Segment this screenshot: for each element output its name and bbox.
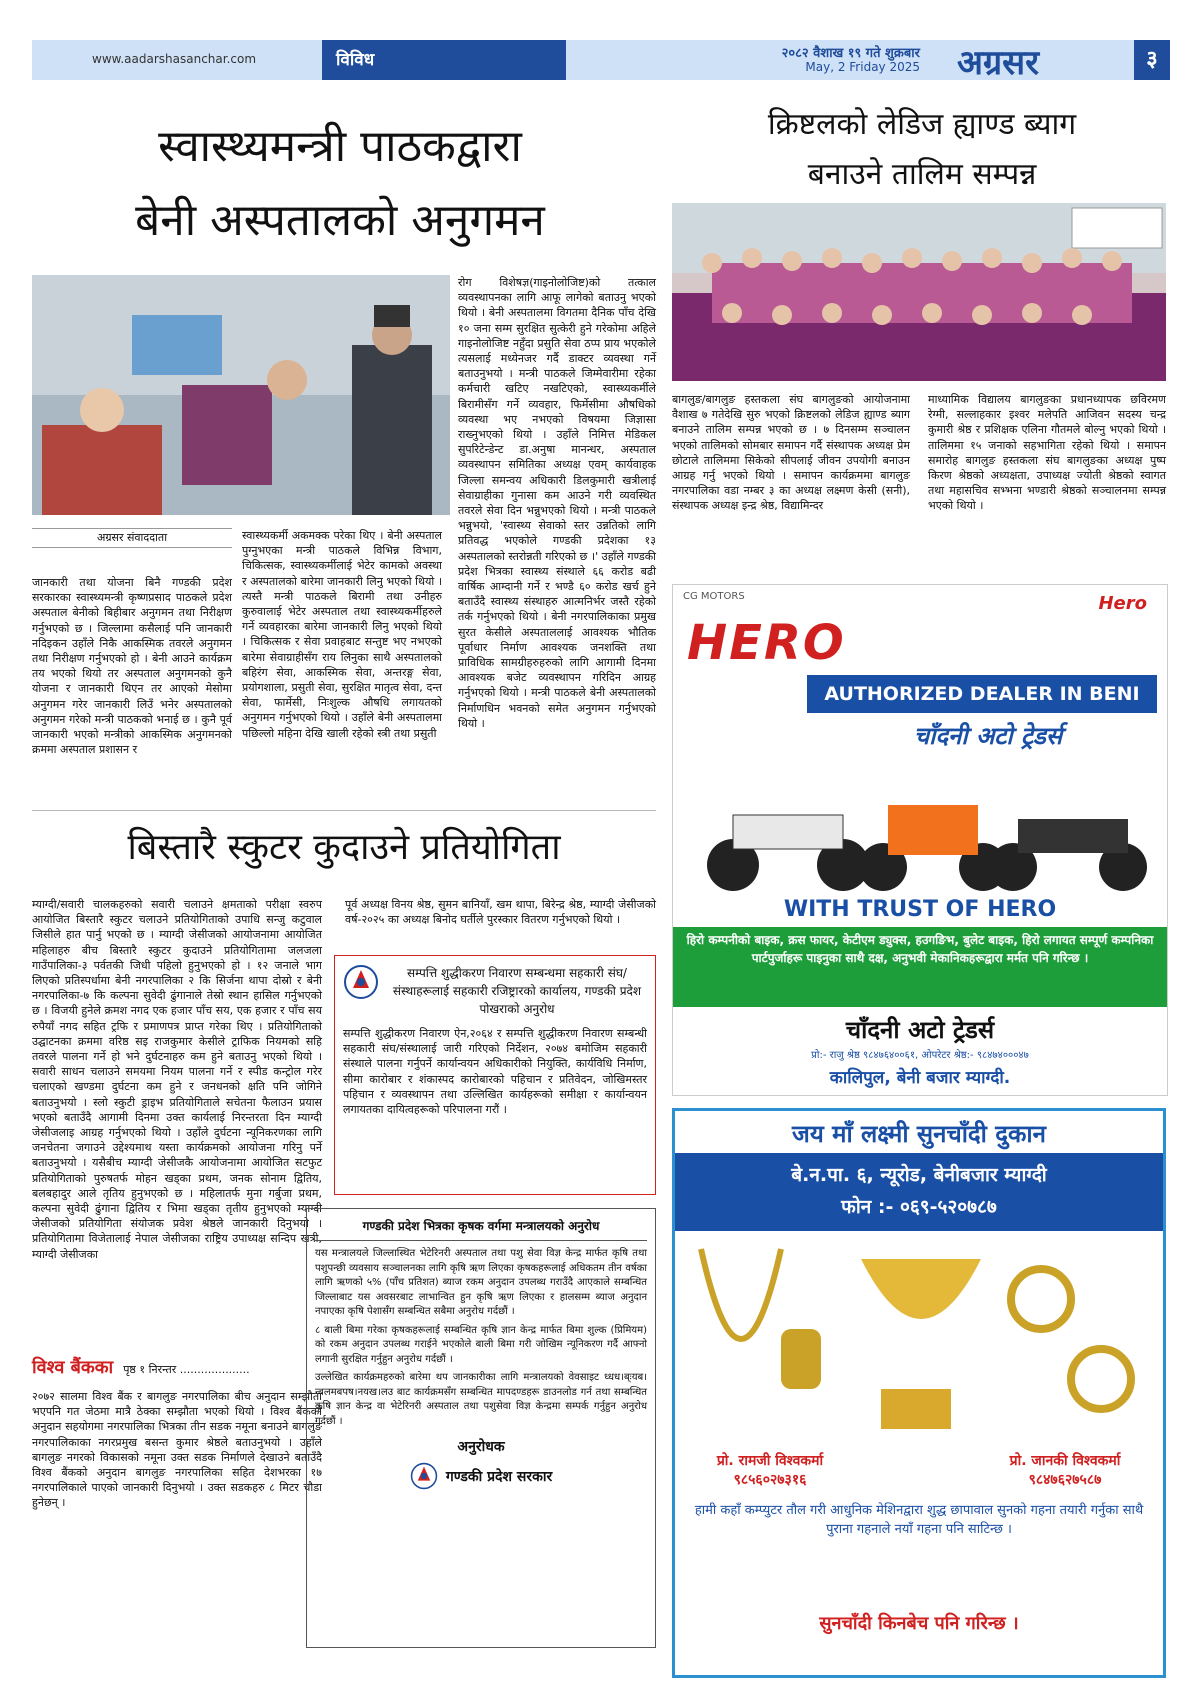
jewellery-shop-ad[interactable]: [672, 1108, 1166, 1678]
dealer-name-2: चाँदनी अटो ट्रेडर्स: [845, 1016, 995, 1044]
shop-tagline: हामी कहाँ कम्प्युटर तौल गरी आधुनिक मेशिनद्वारा शुद्ध छापावाल सुनको गहना तयारी गर्नुका साथै पुराना गहनाले नयाँ गहना पनि साटिन्छ ।: [694, 1503, 1144, 1537]
story1-headline-line1: स्वास्थ्यमन्त्री पाठकद्वारा: [158, 121, 522, 172]
jewellery-image: [681, 1239, 1157, 1439]
story2-column-2: [928, 392, 1166, 514]
dealer-name: चाँदनी अटो ट्रेडर्स: [913, 722, 1063, 750]
nepal-emblem-icon: [410, 1462, 438, 1490]
shop-info-band: [675, 1153, 1163, 1231]
story4-body: २०७२ सालमा विश्व बैंक र बागलुङ नगरपालिका बीच अनुदान सम्झौता भएपनि गत जेठमा मात्रै ठेक्का सम्झौता भएको थियो । विश्व बैंकको अनुदान सहयोगमा नगरपालिका भित्रका तीन सडक नमूना बनाउने बागलुङ नगरपालिकाका नगरप्रमुख बसन्त कुमार श्रेष्ठले बताउनुभयो । उहाँले बागलुङ नगरको विकासको नमूना उक्त सडक निर्माणले देखाउने बताउँदै विश्व बैंकको अनुदान बागलुङ नगरपालिका सहित देशभरका १७ नगरपालिकाले पाएको जानकारी दिनुभयो । उक्त सडकहरु ८ मिटर चौडा हुनेछन् ।: [32, 1390, 322, 1510]
story1-col2-text: स्वास्थ्यकर्मी अकमक्क परेका थिए । बेनी अस्पताल पुग्नुभएका मन्त्री पाठकले विभिन्न विभाग, चिकित्सक, स्वास्थ्यकर्मीलाई भेटेर कामको अवस्था र अस्पतालको बारेमा जानकारी लिनु भएको थियो । त्यस्तै मन्त्री पाठकले बिरामी तथा उनीहरु कुरुवालाई भेटेर अस्पताल तथा स्वास्थ्यकर्मीहरुले गर्ने व्यवहारका बारेमा जानकारी लिनु भएको थियो । चिकित्सक र सेवा प्रवाहबाट सन्तुष्ट भए नभएको बारेमा सेवाग्राहीसँग राय लिनुका साथै अस्पतालको बहिरंग सेवा, आकस्मिक सेवा, अन्तरङ्ग सेवा, प्रयोगशाला, प्रसुती सेवा, सुरक्षित मातृत्व सेवा, दन्त सेवा, फार्मेसी, निःशुल्क औषधि लगायतको अनुगमन गर्नुभएको थियो । उहाँले बेनी अस्पतालमा पछिल्लो महिना देखि खाली रहेको स्त्री तथा प्रसुती: [242, 529, 442, 740]
proprietor-2-phone: ९८४७६२७५८७: [1028, 1472, 1102, 1488]
notice2-para2: ८ बाली बिमा गरेका कृषकहरूलाई सम्बन्धित कृषि ज्ञान केन्द्र मार्फत बिमा शुल्क (प्रिमियम) को रकम अनुदान उपलब्ध गराईने भएकोले बाली बिमा गरी जोखिम न्यूनिकरण गर्दै आफ्नो लगानी सुरक्षित गर्नुहुन अनुरोध गर्दछौं ।: [315, 1324, 647, 1365]
story2-photo: [672, 203, 1166, 381]
story2-headline: [672, 100, 1172, 200]
shop-phone: फोन :- ०६९-५२०७८७: [841, 1196, 997, 1218]
page-header: [32, 40, 1170, 83]
hero-small-logo: Hero: [1098, 593, 1147, 614]
story1-headline-line2: बेनी अस्पतालको अनुगमन: [135, 195, 545, 246]
notice2-heading: गण्डकी प्रदेश भित्रका कृषक वर्गमा मन्त्रालयको अनुरोध: [315, 1217, 647, 1241]
hospital-visit-photo: [32, 275, 450, 515]
page-number: ३: [1134, 40, 1170, 80]
story3-headline: बिस्तारै स्कुटर कुदाउने प्रतियोगिता: [127, 827, 561, 868]
notice2-para1: यस मन्त्रालयले जिल्लास्थित भेटेरिनरी अस्पताल तथा पशु सेवा विज्ञ केन्द्र मार्फत कृषि तथा पशुपन्छी व्यवसाय सञ्चालनका लागि कृषि ऋण लिएका कृषकहरूलाई अधिकतम तीन वर्षका लागि ऋणको ५% (पाँच प्रतिशत) ब्याज रकम अनुदान उपलब्ध गराउँदै आएकाले सम्बन्धित जिल्लाबाट यस अवसरबाट लाभान्वित हुन कृषि ऋण लिएका र हालसम्म ब्याज अनुदान नपाएका कृषि पेशासँग सम्बन्धित सबैमा अनुरोध गर्दछौं ।: [315, 1248, 647, 1317]
byline: अग्रसर संवाददाता: [96, 531, 168, 544]
story1-photo: [32, 275, 450, 515]
notice1-body: सम्पत्ति शुद्धीकरण निवारण ऐन,२०६४ र सम्पत्ति शुद्धीकरण निवारण सम्बन्धी सहकारी संघ/संस्थालाई जारी गरिएको निर्देशन, २०७४ बमोजिम सहकारी संस्थाले पालना गर्नुपर्ने कार्यान्वयन अधिकारीको नियुक्ति, कार्यविधि निर्माण, सीमा कारोबार र शंकास्पद कारोबारको पहिचान र प्रतिवेदन, जोखिमस्तर पहिचान र व्यवस्थापन तथा उल्लिखित कार्यहरूको समीक्षा र कार्यान्वयन लगायतका दायित्वहरूको परिपालना गरौं ।: [343, 1027, 647, 1117]
shop-title: जय माँ लक्ष्मी सुनचाँदी दुकान: [792, 1120, 1046, 1148]
cooperative-notice: [334, 955, 656, 1195]
nepal-emblem-icon: [343, 964, 379, 1000]
shop-address: बे.न.पा. ६, न्यूरोड, बेनीबजार म्याग्दी: [791, 1164, 1047, 1186]
story1-col3-text: रोग विशेषज्ञ(गाइनोलोजिष्ट)को तत्काल व्यवस्थापनका लागि आफू लागेको बताउनु भएको थियो । बेनी अस्पतालमा विगतमा दैनिक पाँच देखि १० जना सम्म सुरक्षित सुत्केरी हुने गरेकोमा अहिले गाइनोलोजिष्ट नहुँदा प्रसुति सेवा ठप्प प्राय भएकोले त्यसलाई मध्येनजर गर्दै डाक्टर व्यवस्था गर्ने बताउनुभयो । मन्त्री पाठकले जिम्मेवारीमा रहेका कर्मचारी खटिए नखटिएको, स्वास्थ्यकर्मीले बिरामीसँग गर्ने व्यवहार, फिर्मेसीमा औषधिको व्यवस्था भए नभएको विषयमा जिज्ञासा राख्नुभएको थियो । उहाँले निमित्त मेडिकल सुपरिटेन्डेन्ट डा.अनुषा मानन्धर, अस्पताल व्यवस्थापन समितिका अध्यक्ष एवम् कार्यवाहक जिल्ला समन्वय अधिकारी डिलकुमारी खत्रीलाई सेवाग्राहीका गुनासा कम आउने गरी व्यवस्थित तवरले सेवा दिन भन्नुभएको थियो । मन्त्री पाठकले भन्नुभयो, 'स्वास्थ्य सेवाको स्तर उन्नतिको लागि प्रतिवद्ध भएकोले गण्डकी प्रदेशका १३ अस्पतालको स्तरोन्नती गरिएको छ ।' उहाँले गण्डकी प्रदेश भित्रका स्वास्थ्य संस्थाले ६६ करोड बढी वार्षिक आम्दानी गर्ने र भण्डै ६० करोड खर्च हुने बताउँदै स्वास्थ्य संस्थाहरु आत्मनिर्भर जस्तै रहेको तर्क गर्नुभएको थियो । बेनी नगरपालिकाका प्रमुख सुरत केसीले अस्पताललाई आवश्यक भौतिक पूर्वाधार निर्माण आवश्यक जनशक्ति तथा प्राविधिक सामग्रीहरुहरुको लागि आगामी दिनमा आवश्यक बजेट व्यवस्थापन गरिदिन आग्रह गर्नुभएको थियो । मन्त्री पाठकले बेनी अस्पतालको निर्माणधिन भवनको समेत अनुगमन गर्नुभएको थियो ।: [458, 276, 656, 730]
dealer-contacts: प्रो:- राजु श्रेष्ठ ९८४७६४००६१, ओपरेटर श्रेष्ठ:- ९८४७४०००४७: [811, 1050, 1029, 1061]
story1-col1-text: जानकारी तथा योजना बिनै गण्डकी प्रदेश सरकारका स्वास्थ्यमन्त्री कृष्णप्रसाद पाठकले प्रदेश अस्पताल बेनीको बिहीबार अनुगमन तथा निरीक्षण गर्नुभएको छ । जिल्लामा कसैलाई पनि जानकारी नदिइकन उहाँले निकै आकस्मिक तवरले अनुगमन तथा निरीक्षण गर्नुभएको हो । बेनी आउने कार्यक्रम तय भएको थियो तर अस्पताल अनुगमनको कुनै योजना र जानकारी थिएन तर आएको मेसोमा अनुगमन गरेर जानकारी लिउँ भनेर अस्पतालको अनुगमन गरेको मन्त्री पाठकको भनाई छ । कुनै पूर्व जानकारी भएको मन्त्रीको आकस्मिक अनुगमनको क्रममा अस्पताल प्रशासन र: [32, 576, 232, 757]
date-nepali: २०८२ वैशाख १९ गते शुक्रबार: [781, 46, 920, 61]
site-url[interactable]: www.aadarshasanchar.com: [92, 52, 257, 66]
notice2-para3: उल्लेखित कार्यक्रमहरुको बारेमा थप जानकारीका लागि मन्त्रालयको वेवसाइट ध्धध।ब्ःयब।न्बलमबपष।नयख।लउ बाट कार्यक्रमसँग सम्बन्धित मापदण्डहरू डाउनलोड गर्न तथा सम्बन्धित कृषि ज्ञान केन्द्र वा भेटेरिनरी अस्पताल तथा पशुसेवा विज्ञ केन्द्रमा सम्पर्क गर्नुहुन अनुरोध गर्दछौं ।: [315, 1372, 647, 1427]
cg-motors-label: CG MOTORS: [683, 591, 745, 602]
authorized-dealer-banner: AUTHORIZED DEALER IN BENI: [807, 675, 1157, 713]
notice2-sign-label: अनुरोधक: [457, 1439, 505, 1455]
notice1-heading: सम्पत्ति शुद्धीकरण निवारण सम्बन्धमा सहकारी संघ/संस्थाहरूलाई सहकारी रजिष्ट्रारको कार्यालय, गण्डकी प्रदेश पोखराको अनुरोध: [392, 966, 642, 1016]
story1-column-2: [242, 528, 442, 741]
newspaper-logo: अग्रसर: [957, 43, 1040, 83]
proprietor-1-phone: ९८५६०२७३१६: [733, 1472, 807, 1488]
motorcycles-image: [673, 755, 1167, 895]
proprietor-2: [975, 1451, 1155, 1489]
proprietor-1-name: प्रो. रामजी विश्वकर्मा: [716, 1453, 824, 1469]
agriculture-notice: [306, 1208, 656, 1648]
byline-box: [32, 528, 232, 548]
section-label: विविध: [322, 40, 566, 80]
story4-continued: पृष्ठ १ निरन्तर ....................: [123, 1363, 250, 1376]
story4: [32, 1355, 322, 1511]
hero-logo: HERO: [687, 615, 846, 671]
dealer-address: कालिपुल, बेनी बजार म्याग्दी.: [829, 1068, 1011, 1088]
divider: [32, 810, 656, 811]
date-english: May, 2 Friday 2025: [805, 60, 920, 74]
story3-col2-text: पूर्व अध्यक्ष विनय श्रेष्ठ, सुमन बानियाँ, खम थापा, बिरेन्द्र श्रेष्ठ, म्याग्दी जेसीजको वर्ष-२०२५ का अध्यक्ष बिनोद घर्तीले पुरस्कार वितरण गर्नुभएको थियो ।: [345, 898, 656, 927]
story2-column-1: [672, 392, 910, 514]
training-group-photo: [672, 203, 1166, 381]
story2-headline-line2: बनाउने तालिम सम्पन्न: [807, 157, 1037, 192]
trust-tagline: WITH TRUST OF HERO: [783, 897, 1057, 922]
story2-col2-text: माध्यामिक विद्यालय बागलुङका प्रधानध्यापक छविरमण रेग्मी, सल्लाहकार इश्वर मलेपति आजिवन सदस्य चन्द्र कुमारी श्रेष्ठ र प्रशिक्षक एलिना गौतमले बोल्नु भएको थियो । तालिममा १५ जनाको सहभागिता रहेको थियो । समापन समारोह बागलुङ हस्तकला संघ बागलुङका अध्यक्ष पुष्प किरण श्रेष्ठको अध्यक्षता, उपाध्यक्ष ज्योती श्रेष्ठको स्वागत तथा महासचिव सभ्भना भण्डारी श्रेष्ठको सञ्चालनमा सम्पन्न भएको थियो ।: [928, 393, 1166, 513]
story4-title: विश्व बैंकका: [32, 1357, 114, 1378]
shop-footer: सुनचाँदी किनबेच पनि गरिन्छ ।: [819, 1613, 1019, 1634]
proprietor-1: [685, 1451, 855, 1489]
story3-col1-text: म्याग्दी/सवारी चालकहरुको सवारी चलाउने क्षमताको परीक्षा स्वरुप आयोजित बिस्तारै स्कुटर चलाउने प्रतियोगिताको उपाधि सन्जु कटुवाल जिसीले हात पार्नु भएको छ । म्याग्दी जेसीजको आयोजनामा आयोजित महिलाहरु बीच बिस्तारै स्कुटर कुदाउने प्रतियोगितामा जलजला गाउँपालिका-३ पर्वतकी जिधी पहिलो हुनुभएको हो । १२ जनाले भाग लिएको प्रतिस्पर्धामा बेनी नगरपालिका २ कि सिर्जना थापा दोस्रो र बेनी नगरपालिका-७ कि कल्पना सुवेदी ढुंगानाले तेस्रो स्थान हासिल गर्नुभएको छ । विजयी हुनेले क्रमश नगद एक हजार पाँच सय, एक हजार र पाँच सय रुपैयाँ नगद सहित ट्रफि र प्रमाणपत्र प्राप्त गरेका थिए । प्रतियोगिताको उद्घाटनका क्रममा वरिष्ठ सइ राजकुमार केसीले ट्राफिक नियमको सहि तवरले पालना गर्ने हो भने दुर्घटनाहरु कम हुने बताउनु भएको थियो । सवारी साधन चलाउने समयमा नियम पालना गर्ने र स्पीड कन्ट्रोल गरेर चलाएको खण्डमा दुर्घटना कम हुने र जनधनको क्षति पनि जोगिने बताउनुभयो । स्लो स्कुटी ड्राइभ प्रतियोगिताले सचेतना फैलाउन प्रयास भएको बताउँदै आगामी दिनमा उक्त कार्यलाई निरन्तरता दिन म्याग्दी जेसीजलाइ आग्रह गर्नुभएको थियो । उहाँले दुर्घटना न्यूनिकरणका लागि जनचेतना जगाउने उद्देश्यमाथ यस्ता कार्यक्रमको आयोजना गरिनु पर्ने बताउनुभयो । यसैबीच म्याग्दी जेसीजकै आयोजनामा आयोजित सटफुट प्रतियोगिताको पुरुषतर्फ मोहन खड्का प्रथम, जनक सोनाम द्वितिय, बलबहादुर आले तृतिय हुनुभएको छ । महिलातर्फ मुना गर्बुजा प्रथम, कल्पना सुवेदी ढुंगाना द्वितिय र भिमा खड्का तृतीय हुनुभएको म्याग्दी जेसीजको प्रतियोगिता संयोजक प्रवेश श्रेष्ठले जानकारी दिनुभयो । प्रतियोगितामा विजेतालाई नेपाल जेसीजका राष्ट्रिय उपाध्यक्ष सन्दिप खत्री, म्याग्दी जेसीजका: [32, 898, 322, 1261]
story2-col1-text: बागलुङ/बागलुङ हस्तकला संघ बागलुङको आयोजनामा वैशाख ७ गतेदेखि सुरु भएको क्रिष्टलको लेडिज ह्याण्ड ब्याग बनाउने तालिम सम्पन्न भएको छ । ७ दिनसम्म सञ्चालन भएको तालिमको सोमबार समापन गर्दै संस्थापक अध्यक्ष प्रेम छोटाले तालिममा सिकेको सीपलाई जीवन उपयोगी बनाउन आग्रह गर्नु भएको थियो । समापन कार्यक्रममा बागलुङ नगरपालिका वडा नम्बर ३ का अध्यक्ष लक्ष्मण केसी (सनी), संस्थापक अध्यक्ष इन्द्र श्रेष्ठ, विद्यामिन्दर: [672, 393, 910, 513]
story1-column-3: [458, 275, 656, 731]
story1-column-1: [32, 575, 232, 757]
hero-dealer-ad[interactable]: [672, 584, 1168, 1096]
story3-column-2: [345, 897, 656, 927]
services-text: हिरो कम्पनीको बाइक, क्रस फायर, केटीएम ड्युक्स, हउगङिभ, बुलेट बाइक, हिरो लगायत सम्पूर्ण कम्पनिका पार्टपुर्जाहरू पाइनुका साथै दक्ष, अनुभवी मेकानिकहरूद्वारा मर्मत पनि गरिन्छ ।: [673, 927, 1167, 1007]
notice2-sign-org: गण्डकी प्रदेश सरकार: [445, 1468, 553, 1485]
story2-headline-line1: क्रिष्टलको लेडिज ह्याण्ड ब्याग: [767, 107, 1077, 142]
proprietor-2-name: प्रो. जानकी विश्वकर्मा: [1009, 1453, 1121, 1469]
story3-column-1: [32, 897, 322, 1262]
story1-headline: [40, 110, 640, 258]
